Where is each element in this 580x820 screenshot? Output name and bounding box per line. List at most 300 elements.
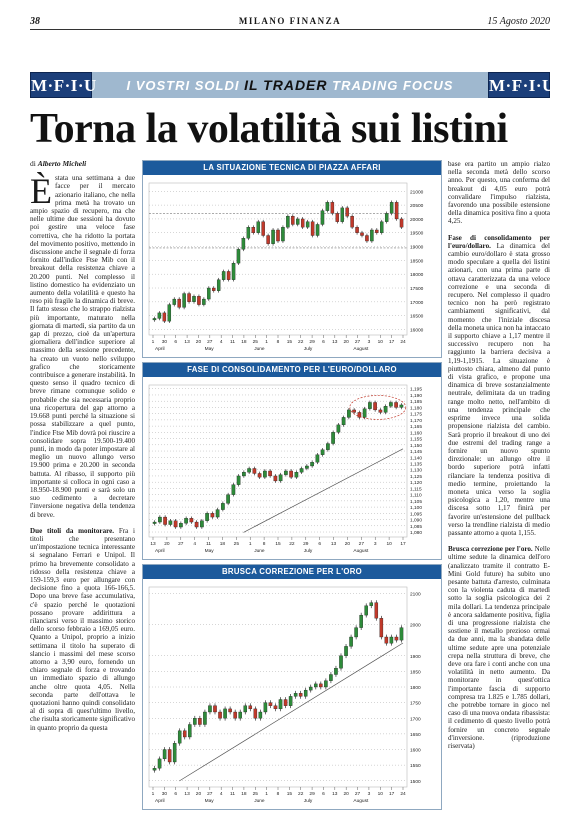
candle-body [184,518,187,523]
x-tick-label: 8 [276,792,280,797]
subheading: Due titoli da monitorare. [30,526,115,535]
y-tick-label: 1,115 [410,487,422,493]
y-tick-label: 1,145 [410,450,423,456]
y-tick-label: 1900 [410,654,421,660]
x-tick-label: 15 [275,542,281,547]
x-tick-label: 17 [400,542,406,547]
candle-body [269,703,272,706]
y-tick-label: 17500 [410,287,424,293]
x-tick-label: 6 [318,542,322,547]
candle-body [169,521,172,525]
x-tick-label: 11 [230,340,236,345]
candle-body [295,472,298,477]
month-label: May [204,549,214,554]
x-tick-label: 22 [298,340,304,345]
candle-body [232,485,235,495]
candle-body [341,208,344,222]
candle-body [202,299,205,305]
candle-body [190,518,193,522]
candle-body [304,690,307,696]
x-tick-label: 10 [377,792,383,797]
y-tick-label: 1,110 [410,493,422,499]
x-tick-label: 27 [207,340,213,345]
candle-body [212,288,215,291]
month-label: July [303,799,313,804]
candle-body [211,513,214,517]
candle-body [311,222,314,236]
candle-body [305,466,308,468]
chart-oro [142,564,442,810]
candle-body [226,495,229,504]
x-tick-label: 18 [241,340,247,345]
candle-body [360,233,363,236]
candle-body [257,222,260,233]
candle-body [360,615,363,628]
candle-body [254,709,257,718]
x-tick-label: 1 [151,340,155,345]
candle-body [158,313,161,319]
x-tick-label: 18 [219,542,226,547]
candle-body [329,675,332,681]
x-tick-label: 30 [161,792,168,797]
candle-body [234,712,237,718]
x-tick-label: 18 [241,792,247,797]
x-tick-label: 25 [252,340,258,345]
page-number: 38 [30,16,40,27]
candle-body [252,227,255,233]
candle-body [153,318,156,320]
x-tick-label: 6 [322,792,325,797]
candle-body [284,700,287,706]
y-tick-label: 1,140 [410,456,423,462]
article-column-3 [448,160,550,810]
x-tick-label: 22 [289,542,295,547]
candle-body [153,768,156,770]
x-tick-label: 15 [286,792,293,797]
chart-title: BRUSCA CORREZIONE PER L'ORO [143,565,441,579]
candle-body [363,409,366,418]
x-tick-label: 29 [303,542,309,547]
chart-title: FASE DI CONSOLIDAMENTO PER L'EURO/DOLLARO [143,363,441,377]
candle-body [319,684,322,687]
candle-body [279,475,282,481]
section-title [92,72,488,98]
x-tick-label: 3 [373,542,377,547]
chart-title: LA SITUAZIONE TECNICA DI PIAZZA AFFARI [143,161,441,175]
month-label: June [254,549,265,554]
y-tick-label: 2000 [410,623,421,629]
subheading: Brusca correzione per l'oro. [448,545,533,554]
month-label: April [155,799,165,804]
candle-body [217,280,220,291]
month-label: April [155,549,165,554]
chart-canvas [143,377,441,559]
candle-body [385,213,388,221]
drop-cap: È [30,171,52,212]
x-tick-label: 29 [309,792,315,797]
candle-body [389,402,392,406]
candle-body [347,410,350,417]
byline-author: Alberto Micheli [37,160,87,168]
candle-body [289,696,292,705]
candle-body [183,294,186,308]
candle-body [375,230,378,233]
y-tick-label: 1,185 [410,400,423,406]
y-tick-label: 16000 [410,328,424,334]
candle-body [321,211,324,225]
candle-body [263,471,266,477]
candle-body [168,305,171,322]
candle-body [195,522,198,527]
candle-body [239,712,242,718]
y-tick-label: 19000 [410,245,424,251]
month-label: August [353,347,369,352]
x-tick-label: 13 [330,542,337,547]
y-tick-label: 1,085 [410,524,423,530]
candle-body [244,706,247,712]
candle-body [262,222,265,236]
y-tick-label: 20000 [410,217,424,223]
candle-body [373,402,376,409]
x-tick-label: 1 [151,792,155,797]
candle-body [395,202,398,219]
candle-body [375,603,378,619]
candle-body [394,402,397,407]
candle-body [153,522,156,524]
section-part-2: IL TRADER [244,77,328,93]
x-tick-label: 13 [184,792,190,797]
x-tick-label: 4 [219,340,223,345]
month-label: July [303,549,313,554]
candle-body [237,476,240,485]
headline: Torna la volatilità sui listini [30,106,508,152]
candle-body [400,405,403,407]
x-tick-label: 24 [400,340,406,345]
candle-body [339,656,342,669]
month-label: June [254,347,265,352]
candle-body [384,406,387,412]
candle-body [365,236,368,242]
candle-body [300,468,303,472]
candle-body [216,510,219,517]
x-tick-label: 1 [265,792,268,797]
x-tick-label: 17 [388,340,395,345]
mfiu-logo-left: M·F·I·U [30,72,92,98]
y-tick-label: 1800 [410,686,421,691]
subheading: Fase di consolidamento per l'euro/dollaro. [448,233,550,250]
y-tick-label: 1,180 [410,406,423,412]
candle-body [242,238,245,249]
x-tick-label: 27 [358,542,365,547]
chart-canvas [143,175,441,357]
x-tick-label: 29 [309,340,315,345]
candle-body [346,208,349,216]
candle-body [221,503,224,509]
month-label: June [254,799,265,804]
candle-body [229,709,232,712]
candle-body [271,230,274,244]
y-tick-label: 1650 [410,732,421,738]
x-tick-label: 6 [322,340,325,345]
candle-body [188,725,191,738]
paragraph-text: La dinamica del cambio euro/dollaro è stata grosso modo speculare a quella dei listini azionari, con una prima parte di ottava caratterizzata da una veloce correzione e una seconda di recupero. Nel complesso il quadro tecnico non ha però registrato cambiamenti significativi, dal momento che l'iniziale discesa della moneta unica non ha intaccato il supporto chiave a 1,17 mentre il successivo recupero non ha raggiunto la barriera decisiva a 1,19-1,1915. La situazione è piuttosto chiara, almeno dal punto di vista grafico, e propone una dinamica di breve sostanzialmente neutrale, delimitata da un trading range molto netto, nell'ambito di una tendenza principale che esprime invece una solida propensione rialzista del cambio. Sarà proprio il breakout di uno dei due estremi del trading range a fornire un nuovo spunto direzionale: un allungo oltre il bordo superiore potrà infatti rilanciare la tendenza positiva di medio termine, proiettando la moneta unica verso la soglia psicologica a 1,20, mentre una discesa sotto 1,17 finirà per favorire un'estensione del pullback verso la trendline rialzista di medio passante attorno a quota 1,155. [448,241,550,537]
candle-body [395,637,398,640]
candle-body [365,606,368,615]
candle-body [314,684,317,687]
candle-body [168,750,171,763]
candle-body [370,230,373,241]
y-tick-label: 2100 [410,592,421,598]
x-tick-label: 1 [248,542,252,547]
x-tick-label: 3 [367,340,371,345]
y-tick-label: 1,150 [410,443,423,449]
candle-body [174,521,177,527]
trendline [179,643,403,781]
paragraph [448,545,550,750]
x-tick-label: 10 [386,542,392,547]
candle-body [247,468,250,472]
x-tick-label: 11 [230,792,236,797]
candle-body [232,263,235,280]
candle-body [267,236,270,244]
y-tick-label: 1,160 [410,431,423,437]
section-part-3: TRADING FOCUS [332,78,454,93]
candle-body [334,668,337,674]
candle-body [321,450,324,455]
candle-body [400,219,403,227]
y-tick-label: 19500 [410,231,424,237]
section-part-1: I VOSTRI SOLDI [126,78,240,93]
x-tick-label: 6 [174,792,178,797]
candle-body [249,706,252,709]
candle-body [296,219,299,225]
candle-body [380,222,383,233]
x-tick-label: 8 [276,340,280,345]
y-tick-label: 1,165 [410,425,423,431]
x-tick-label: 17 [388,792,395,797]
x-tick-label: 25 [252,792,258,797]
candle-body [205,513,208,520]
candle-body [316,455,319,462]
y-tick-label: 18500 [410,259,424,265]
candle-body [342,417,345,424]
candle-body [284,471,287,475]
candle-body [337,425,340,432]
y-tick-label: 1500 [410,779,421,785]
y-tick-label: 1,095 [410,512,423,518]
candle-body [336,213,339,221]
candle-body [351,216,354,227]
candle-body [316,224,319,235]
candle-body [203,712,206,725]
y-tick-label: 20500 [410,204,424,210]
candle-body [197,296,200,304]
candle-body [193,718,196,724]
x-tick-label: 4 [219,792,223,797]
candle-body [324,681,327,687]
plot-area [149,183,407,335]
month-label: May [204,347,214,352]
paragraph-text: stata una settimana a due facce per il mercato azionario italiano, che nella prima metà ha trovato un ampio spazio di recupero, ma che nelle ultime due sessioni ha dovuto poi gestire una veloce fase correttiva, che ha ridotto la portata del movimento positivo, mettendo in discussione anche il segnale di forza fornito dall'indice Ftse Mib con il breakout della resistenza chiave a 20.200 punti. Nel complesso il listino domestico ha evidenziato un aumento della volatilità e questo ha reso più fragile la dinamica di breve. Il fatto stesso che lo strappo rialzista più importante, maturato nella giornata di martedì, sia partito da un gap di prezzo, cioè da un'apertura giornaliera dell'indice superiore al massimo della sessione precedente, ha creato un vuoto nello sviluppo grafico che storicamente contribuisce a generare instabilità. In questo senso il quadro tecnico di breve rimane comunque solido e probabile che sia necessaria proprio una ricopertura del gap attorno a 19.668 punti perché la situazione si possa stabilizzare a quel punto, l'indice Ftse Mib dovrà poi riuscire a consolidare sopra 19.500-19.400 punti, in modo da poter impostare al meglio un nuovo allungo verso 19.900 prima e 20.200 in seconda battuta. Al ribasso, il supporto più importante si colloca in ogni caso a 18.950-18.900 punti e sarà solo un suo cedimento a decretare l'inversione negativa della tendenza di breve. [30,174,135,519]
section-banner [30,72,555,98]
x-tick-label: 13 [184,340,190,345]
x-tick-label: 24 [400,792,406,797]
y-tick-label: 16500 [410,314,424,320]
x-tick-label: 4 [193,542,197,547]
candle-body [355,628,358,637]
x-tick-label: 20 [164,542,170,547]
candle-body [198,718,201,724]
y-tick-label: 1,135 [410,462,423,468]
candle-body [309,687,312,690]
x-tick-label: 22 [298,792,304,797]
candle-body [299,693,302,696]
y-tick-label: 1,120 [410,481,423,487]
chart-canvas [143,579,441,809]
candle-body [258,473,261,477]
candle-body [173,299,176,305]
candle-body [173,743,176,762]
candle-body [276,230,279,241]
month-label: August [353,799,369,804]
x-tick-label: 30 [161,340,168,345]
y-tick-label: 1700 [410,717,421,723]
paragraph-text: Nelle ultime sedute la dinamica dell'oro (analizzato tramite il contratto E-Mini Gold future) ha subito uno pesante battuta d'arresto, culminata con la violenta caduta di martedì sotto la soglia psicologica dei 2 mila dollari. La tendenza principale è ancora saldamente positiva, figlia di una progressione rialzista che sostiene il metallo prezioso ormai da due anni, ma la sbandata delle ultime sedute apre una potenziale crepa nella struttura di breve, che deve ora fare i conti anche con una volatilità in netto aumento. Da monitorare in quest'ottica l'importante fascia di supporto compresa tra 1.825 e 1.785 dollari, che potrebbe tornare in gioco nel caso di una nuova ondata ribassista: il cedimento di questo livello potrà fornire un concreto segnale d'inversione. (riproduzione riservata) [448,545,550,751]
y-tick-label: 1750 [410,701,421,707]
candle-body [163,750,166,759]
candle-body [264,703,267,712]
candle-body [355,227,358,233]
x-tick-label: 13 [150,542,156,547]
candle-body [310,462,313,466]
y-tick-label: 1,190 [410,393,423,399]
candle-body [326,202,329,210]
candle-body [242,472,245,476]
x-tick-label: 25 [233,542,240,547]
candle-body [253,468,256,473]
candle-body [227,271,230,279]
candle-body [247,227,250,238]
x-tick-label: 27 [207,792,213,797]
candle-body [178,299,181,307]
candle-body [259,712,262,718]
candle-body [331,432,334,443]
y-tick-label: 1,090 [410,518,423,524]
x-tick-label: 8 [262,542,266,547]
y-tick-label: 1850 [410,670,421,676]
paragraph [448,234,550,538]
x-tick-label: 27 [354,340,361,345]
candle-body [400,628,403,641]
month-label: July [303,347,313,352]
candle-body [200,521,203,527]
candle-body [192,296,195,302]
candle-body [279,700,282,709]
paragraph-text: Fra i titoli che presentano un'impostazione tecnica interessante si segnalano Ferrari e Unipol. Il primo ha brevemente consolidato a ridosso della resistenza chiave a 159-159,3 euro per allungare con decisione fino a quota 166-166,5. Dopo una breve fase accumulativa, c'è spazio perché le quotazioni possano provare addirittura a rilanciarsi verso il massimo storico dello scorso febbraio a 169,05 euro. Quanto a Unipol, proprio a inizio settimana il titolo ha superato di slancio i massimi del mese scorso attorno a 3,90 euro, fornendo un chiaro segnale di forza e trovando un immediato spazio di allungo anche oltre quota 4,05. Nella seconda parte dell'ottava le quotazioni hanno quindi consolidato al di sopra di quest'ultimo livello, che risulta storicamente significativo in quanto proprio da questa [30,526,135,732]
candle-body [274,706,277,709]
x-tick-label: 1 [265,340,268,345]
candle-body [380,618,383,637]
paragraph-text: base era partito un ampio rialzo nella seconda metà dello scorso anno. Per questo, una conferma del breakout di 4,05 euro potrà convalidare l'impulso rialzista, favorendo una possibile estensione della dinamica positiva fino a quota 4,25. [448,160,550,226]
issue-date: 15 Agosto 2020 [487,16,550,27]
x-tick-label: 20 [343,340,349,345]
x-tick-label: 20 [343,792,349,797]
candle-body [274,476,277,481]
candle-body [379,410,382,412]
y-tick-label: 1,125 [410,474,423,480]
candle-body [385,637,388,643]
candle-body [187,294,190,302]
paragraph [448,160,550,226]
x-tick-label: 20 [195,340,202,345]
month-label: August [353,549,369,554]
candle-body [370,603,373,606]
candle-body [301,219,304,227]
month-label: May [204,799,214,804]
y-tick-label: 17000 [410,300,424,306]
candle-body [390,202,393,213]
y-tick-label: 1,100 [410,506,423,512]
candle-body [352,410,355,412]
x-tick-label: 10 [377,340,383,345]
y-tick-label: 1,105 [410,499,423,505]
candle-body [291,216,294,224]
x-tick-label: 15 [286,340,293,345]
candle-body [158,759,161,768]
candle-body [306,222,309,228]
paragraph [30,527,135,732]
candle-body [179,523,182,527]
x-tick-label: 20 [195,792,202,797]
candle-body [163,313,166,321]
paper-name: MILANO FINANZA [238,16,342,26]
x-tick-label: 13 [332,792,338,797]
candle-body [294,693,297,696]
y-tick-label: 1,170 [410,418,423,424]
candle-body [281,227,284,241]
x-tick-label: 6 [174,340,178,345]
y-tick-label: 1600 [410,748,421,754]
x-tick-label: 13 [332,340,338,345]
candle-body [286,216,289,227]
article-column-1 [30,160,135,810]
candle-body [163,517,166,524]
month-label: April [155,347,165,352]
candle-body [223,709,226,718]
candle-body [268,471,271,476]
x-tick-label: 20 [344,542,351,547]
byline [30,160,135,168]
candle-body [207,288,210,299]
candle-body [331,202,334,213]
candle-body [158,517,161,522]
trendline [244,449,404,533]
x-tick-label: 3 [367,792,371,797]
candle-body [183,731,186,737]
y-tick-label: 1,195 [410,387,423,393]
y-tick-label: 1,080 [410,531,423,537]
y-tick-label: 21000 [410,190,424,196]
y-tick-label: 1,130 [410,468,423,474]
x-tick-label: 27 [178,542,184,547]
candle-body [237,249,240,263]
candle-body [349,637,352,646]
chart-eurodollaro [142,362,442,560]
x-tick-label: 11 [206,542,212,547]
candle-body [218,712,221,718]
candle-body [289,471,292,477]
candle-body [326,444,329,450]
